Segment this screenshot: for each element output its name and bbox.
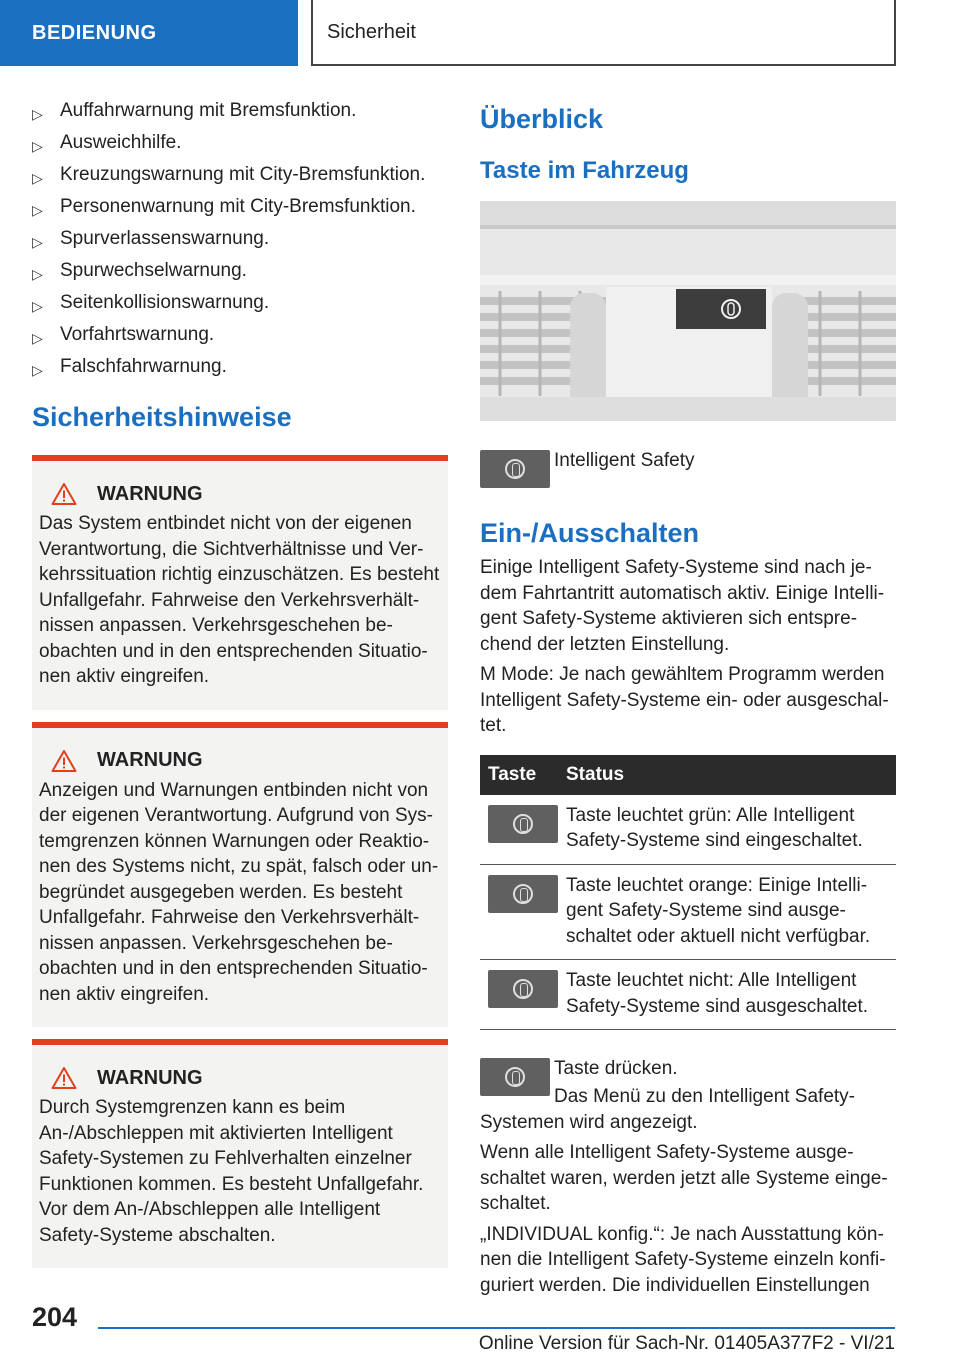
warning-triangle-icon [51, 1066, 77, 1090]
list-item: ▷ Kreuzungswarnung mit City-Bremsfunktion. [32, 164, 448, 196]
table-header-taste: Taste [480, 755, 558, 795]
page-number: 204 [32, 1302, 78, 1332]
m-mode-paragraph: M Mode: Je nach gewähltem Programm werden Intelligent Safety-Systeme ein- oder ausgeschaltet. [480, 664, 889, 736]
table-cell-status: Taste leuchtet grün: Alle Intelligent Safety-Systeme sind eingeschaltet. [558, 795, 896, 865]
safety-heading: Sicherheitshinweise [32, 402, 292, 432]
table-row [480, 795, 896, 865]
list-item: ▷ Spurwechselwarnung. [32, 260, 448, 292]
table-row [480, 960, 896, 1030]
page-header [0, 0, 960, 66]
footer-version: Online Version für Sach-Nr. 01405A377F2 - VI/21 [478, 1333, 895, 1354]
right-column [480, 100, 896, 1298]
individual-paragraph: „INDIVIDUAL konfig.“: Je nach Ausstattung können die Intelligent Safety-Systeme einzeln konfiguriert werden. Die individuellen Einstellungen [480, 1223, 886, 1296]
triangle-bullet-icon: ▷ [32, 138, 43, 154]
left-column [32, 100, 448, 1268]
intelligent-safety-button-icon [480, 450, 550, 488]
warning-text: Anzeigen und Warnungen entbinden nicht von der eigenen Verantwortung. Aufgrund von Systemgrenzen können Warnungen oder Reaktionen des Systems nicht, zu spät, falsch oder unbegründet ausgegeben werden. Es besteht Unfallgefahr. Fahrweise den Verkehrsverhältnissen anpassen. Verkehrsgeschehen beobachten und in den entsprechenden Situationen aktiv eingreifen. [39, 779, 439, 1005]
triangle-bullet-icon: ▷ [32, 330, 43, 346]
warning-text: Das System entbindet nicht von der eigenen Verantwortung, die Sichtverhältnisse und Verkehrssituation richtig einzuschätzen. Es besteht Unfallgefahr. Fahrweise den Verkehrsverhältnissen anpassen. Verkehrsgeschehen beobachten und in den entsprechenden Situationen aktiv eingreifen. [39, 513, 440, 687]
button-subheading: Taste im Fahrzeug [480, 157, 689, 184]
list-item: ▷ Personenwarnung mit City-Bremsfunktion. [32, 196, 448, 228]
press-result: Das Menü zu den Intelligent Safety-Systemen wird angezeigt. [480, 1086, 856, 1133]
warning-title: WARNUNG [97, 482, 203, 505]
triangle-bullet-icon: ▷ [32, 362, 43, 378]
warning-box [32, 722, 448, 1028]
section-tab[interactable]: Sicherheit [311, 0, 896, 66]
off-button-icon [488, 970, 558, 1008]
list-item: ▷ Spurverlassenswarnung. [32, 228, 448, 260]
warning-title: WARNUNG [97, 1066, 203, 1089]
warning-triangle-icon [51, 749, 77, 773]
triangle-bullet-icon: ▷ [32, 298, 43, 314]
warning-triangle-icon [51, 482, 77, 506]
table-row [480, 864, 896, 960]
dashboard-photo [480, 201, 896, 421]
list-item: ▷ Vorfahrtswarnung. [32, 324, 448, 356]
triangle-bullet-icon: ▷ [32, 106, 43, 122]
triangle-bullet-icon: ▷ [32, 266, 43, 282]
warning-text: Durch Systemgrenzen kann es beim An-/Abschleppen mit aktivierten Intelligent Safety-Systemen zu Fehlverhalten einzelner Funktionen kommen. Es besteht Unfallgefahr. Vor dem An-/Abschleppen alle Intelligent Safety-Systeme abschalten. [39, 1097, 424, 1246]
chapter-tab[interactable]: BEDIENUNG [0, 0, 298, 66]
green-button-icon [488, 805, 558, 843]
warning-box [32, 455, 448, 710]
list-item: ▷ Ausweichhilfe. [32, 132, 448, 164]
orange-button-icon [488, 875, 558, 913]
feature-list [32, 100, 448, 388]
onoff-paragraph: Einige Intelligent Safety-Systeme sind nach jedem Fahrtantritt automatisch aktiv. Einige Intelligent Safety-Systeme aktivieren sich entsprechend der letzten Einstellung. [480, 557, 885, 655]
status-table [480, 755, 896, 1031]
list-item: ▷ Seitenkollisionswarnung. [32, 292, 448, 324]
triangle-bullet-icon: ▷ [32, 234, 43, 250]
warning-title: WARNUNG [97, 749, 203, 771]
table-cell-status: Taste leuchtet nicht: Alle Intelligent Safety-Systeme sind ausgeschaltet. [558, 960, 896, 1030]
press-label: Taste drücken. [554, 1058, 678, 1079]
triangle-bullet-icon: ▷ [32, 170, 43, 186]
intelligent-safety-button-icon [480, 1058, 550, 1096]
all-off-paragraph: Wenn alle Intelligent Safety-Systeme ausgeschaltet waren, werden jetzt alle Systeme eingeschaltet. [480, 1142, 888, 1214]
table-cell-status: Taste leuchtet orange: Einige Intelligent Safety-Systeme sind ausgeschaltet oder aktuell nicht verfügbar. [558, 864, 896, 960]
list-item: ▷ Auffahrwarnung mit Bremsfunktion. [32, 100, 448, 132]
list-item: ▷ Falschfahrwarnung. [32, 356, 448, 388]
footer-divider [98, 1327, 895, 1329]
button-caption: Intelligent Safety [554, 450, 695, 471]
table-header-status: Status [558, 755, 896, 795]
button-legend [480, 448, 896, 488]
overview-heading: Überblick [480, 104, 604, 134]
triangle-bullet-icon: ▷ [32, 202, 43, 218]
warning-box [32, 1039, 448, 1268]
onoff-heading: Ein-/Ausschalten [480, 518, 700, 548]
